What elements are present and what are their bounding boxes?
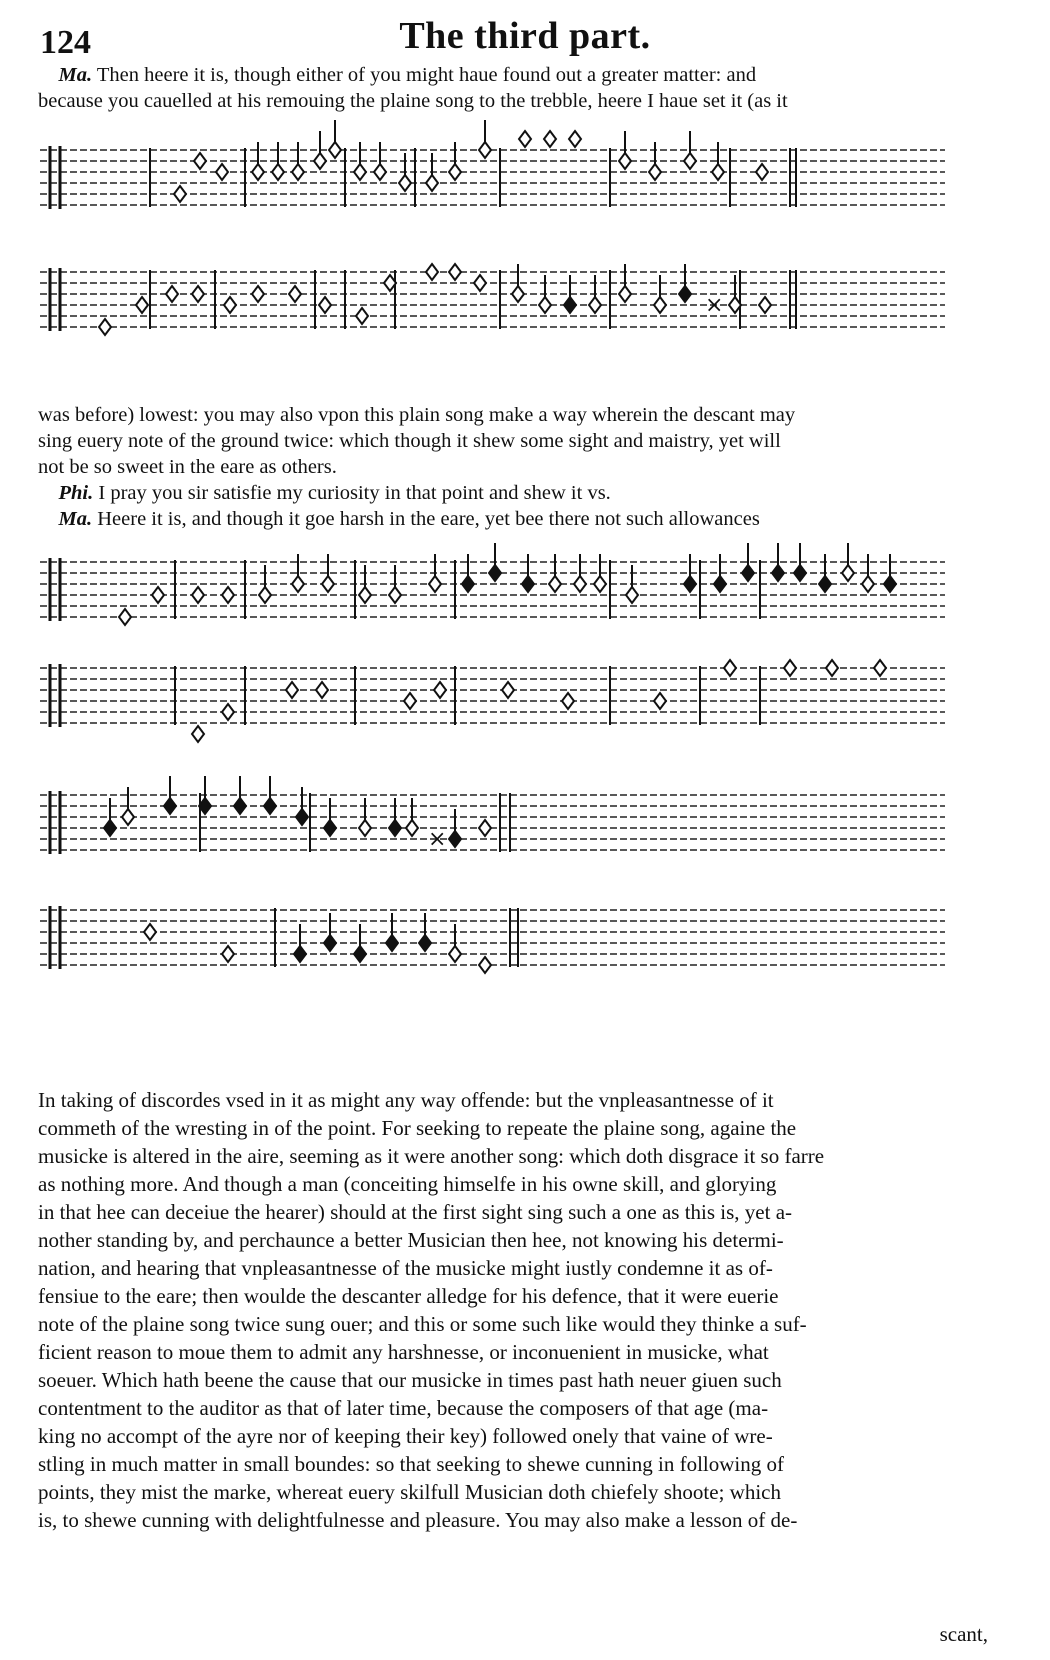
note-icon (589, 297, 601, 313)
note-icon (434, 682, 446, 698)
note-icon (192, 286, 204, 302)
note-icon (264, 798, 276, 814)
note-icon (324, 820, 336, 836)
text-line: in that hee can deceiue the hearer) should at the first sight sing such a one as this is, yet a- (38, 1200, 793, 1224)
note-icon (544, 131, 556, 147)
note-icon (654, 297, 666, 313)
text-line: king no accompt of the ayre nor of keeping their key) followed onely that vaine of wre- (38, 1424, 773, 1448)
text-line: contentment to the auditor as that of later time, because the composers of that age (ma- (38, 1396, 769, 1420)
catchword: scant, (939, 1622, 988, 1646)
note-icon (794, 565, 806, 581)
note-icon (479, 957, 491, 973)
note-icon (222, 587, 234, 603)
text-line: as nothing more. And though a man (conceiting himselfe in his owne skill, and glorying (38, 1172, 777, 1196)
note-icon (712, 164, 724, 180)
note-icon (426, 175, 438, 191)
text-line: is, to shewe cunning with delightfulnesse and pleasure. You may also make a lesson of de- (38, 1508, 798, 1532)
note-icon (512, 286, 524, 302)
note-icon (784, 660, 796, 676)
note-icon (684, 153, 696, 169)
text-line: soeuer. Which hath beene the cause that our musicke in times past hath neuer giuen such (38, 1368, 782, 1392)
text-line: musicke is altered in the aire, seeming as it were another song: which doth disgrace it so farre (38, 1144, 825, 1168)
note-icon (626, 587, 638, 603)
note-icon (724, 660, 736, 676)
note-icon (874, 660, 886, 676)
text-line: because you cauelled at his remouing the plaine song to the trebble, heere I haue set it (as it (38, 90, 788, 112)
note-icon (564, 297, 576, 313)
text-line: I pray you sir satisfie my curiosity in that point and shew it vs. (98, 482, 611, 504)
note-icon (549, 576, 561, 592)
note-icon (756, 164, 768, 180)
text-line: In taking of discordes vsed in it as might any way offende: but the vnpleasantnesse of it (38, 1088, 774, 1112)
note-icon (654, 693, 666, 709)
note-icon (289, 286, 301, 302)
note-icon (842, 565, 854, 581)
text-line: not be so sweet in the eare as others. (38, 456, 337, 478)
note-icon (862, 576, 874, 592)
speaker-label: Ma. (58, 508, 93, 530)
note-icon (826, 660, 838, 676)
note-icon (324, 935, 336, 951)
note-icon (562, 693, 574, 709)
note-icon (292, 576, 304, 592)
note-icon (429, 576, 441, 592)
note-icon (322, 576, 334, 592)
note-icon (679, 286, 691, 302)
note-icon (539, 297, 551, 313)
note-icon (272, 164, 284, 180)
note-icon (449, 164, 461, 180)
note-icon (152, 587, 164, 603)
note-icon (224, 297, 236, 313)
note-icon (354, 164, 366, 180)
accidental-icon: × (428, 827, 447, 852)
note-icon (389, 820, 401, 836)
note-icon (286, 682, 298, 698)
note-icon (234, 798, 246, 814)
note-icon (354, 946, 366, 962)
text-line: was before) lowest: you may also vpon this plain song make a way wherein the descant may (38, 404, 796, 426)
note-icon (399, 175, 411, 191)
note-icon (104, 820, 116, 836)
note-icon (319, 297, 331, 313)
note-icon (356, 308, 368, 324)
note-icon (192, 587, 204, 603)
note-icon (884, 576, 896, 592)
note-icon (772, 565, 784, 581)
note-icon (819, 576, 831, 592)
note-icon (569, 131, 581, 147)
accidental-icon: × (705, 293, 724, 318)
note-icon (649, 164, 661, 180)
note-icon (449, 831, 461, 847)
note-icon (462, 576, 474, 592)
note-icon (419, 935, 431, 951)
note-icon (502, 682, 514, 698)
note-icon (329, 142, 341, 158)
text-line: note of the plaine song twice sung ouer; and this or some such like would they thinke a suf- (38, 1312, 807, 1336)
note-icon (136, 297, 148, 313)
note-icon (406, 820, 418, 836)
note-icon (386, 935, 398, 951)
note-icon (174, 186, 186, 202)
note-icon (194, 153, 206, 169)
text-line: Then heere it is, though either of you might haue found out a greater matter: and (96, 64, 757, 86)
note-icon (574, 576, 586, 592)
text-line: nother standing by, and perchaunce a better Musician then hee, not knowing his determi- (38, 1228, 784, 1252)
note-icon (222, 704, 234, 720)
speaker-label: Phi. (58, 482, 94, 504)
note-icon (164, 798, 176, 814)
speaker-label: Ma. (58, 64, 93, 86)
note-icon (292, 164, 304, 180)
note-icon (519, 131, 531, 147)
note-icon (216, 164, 228, 180)
note-icon (374, 164, 386, 180)
note-icon (294, 946, 306, 962)
note-icon (252, 164, 264, 180)
note-icon (359, 587, 371, 603)
note-icon (742, 565, 754, 581)
note-icon (479, 142, 491, 158)
note-icon (144, 924, 156, 940)
note-icon (594, 576, 606, 592)
note-icon (684, 576, 696, 592)
text-line: ficient reason to moue them to admit any harshnesse, or inconuenient in musicke, what (38, 1340, 769, 1364)
note-icon (296, 809, 308, 825)
note-icon (192, 726, 204, 742)
text-line: sing euery note of the ground twice: which though it shew some sight and maistry, yet will (38, 430, 781, 452)
note-icon (714, 576, 726, 592)
text-line: nation, and hearing that vnpleasantnesse of the musicke might iustly condemne it as of- (38, 1256, 773, 1280)
page-title: The third part. (399, 15, 651, 57)
page-number: 124 (40, 24, 91, 61)
note-icon (619, 286, 631, 302)
note-icon (619, 153, 631, 169)
text-line: points, they mist the marke, whereat euery skilfull Musician doth chiefely shoote; which (38, 1480, 781, 1504)
note-icon (759, 297, 771, 313)
note-icon (359, 820, 371, 836)
note-icon (389, 587, 401, 603)
note-icon (426, 264, 438, 280)
note-icon (99, 319, 111, 335)
text-line: commeth of the wresting in of the point. For seeking to repeate the plaine song, againe the (38, 1116, 797, 1140)
note-icon (449, 946, 461, 962)
note-icon (122, 809, 134, 825)
text-line: stling in much matter in small boundes: so that seeking to shewe cunning in following of (38, 1452, 784, 1476)
note-icon (522, 576, 534, 592)
note-icon (119, 609, 131, 625)
note-icon (479, 820, 491, 836)
note-icon (449, 264, 461, 280)
note-icon (316, 682, 328, 698)
note-icon (474, 275, 486, 291)
text-line: Heere it is, and though it goe harsh in the eare, yet bee there not such allowances (97, 508, 760, 530)
note-icon (489, 565, 501, 581)
note-icon (222, 946, 234, 962)
text-line: fensiue to the eare; then woulde the descanter alledge for his defence, that it were euerie (38, 1284, 779, 1308)
note-icon (314, 153, 326, 169)
note-icon (252, 286, 264, 302)
note-icon (404, 693, 416, 709)
note-icon (259, 587, 271, 603)
note-icon (166, 286, 178, 302)
